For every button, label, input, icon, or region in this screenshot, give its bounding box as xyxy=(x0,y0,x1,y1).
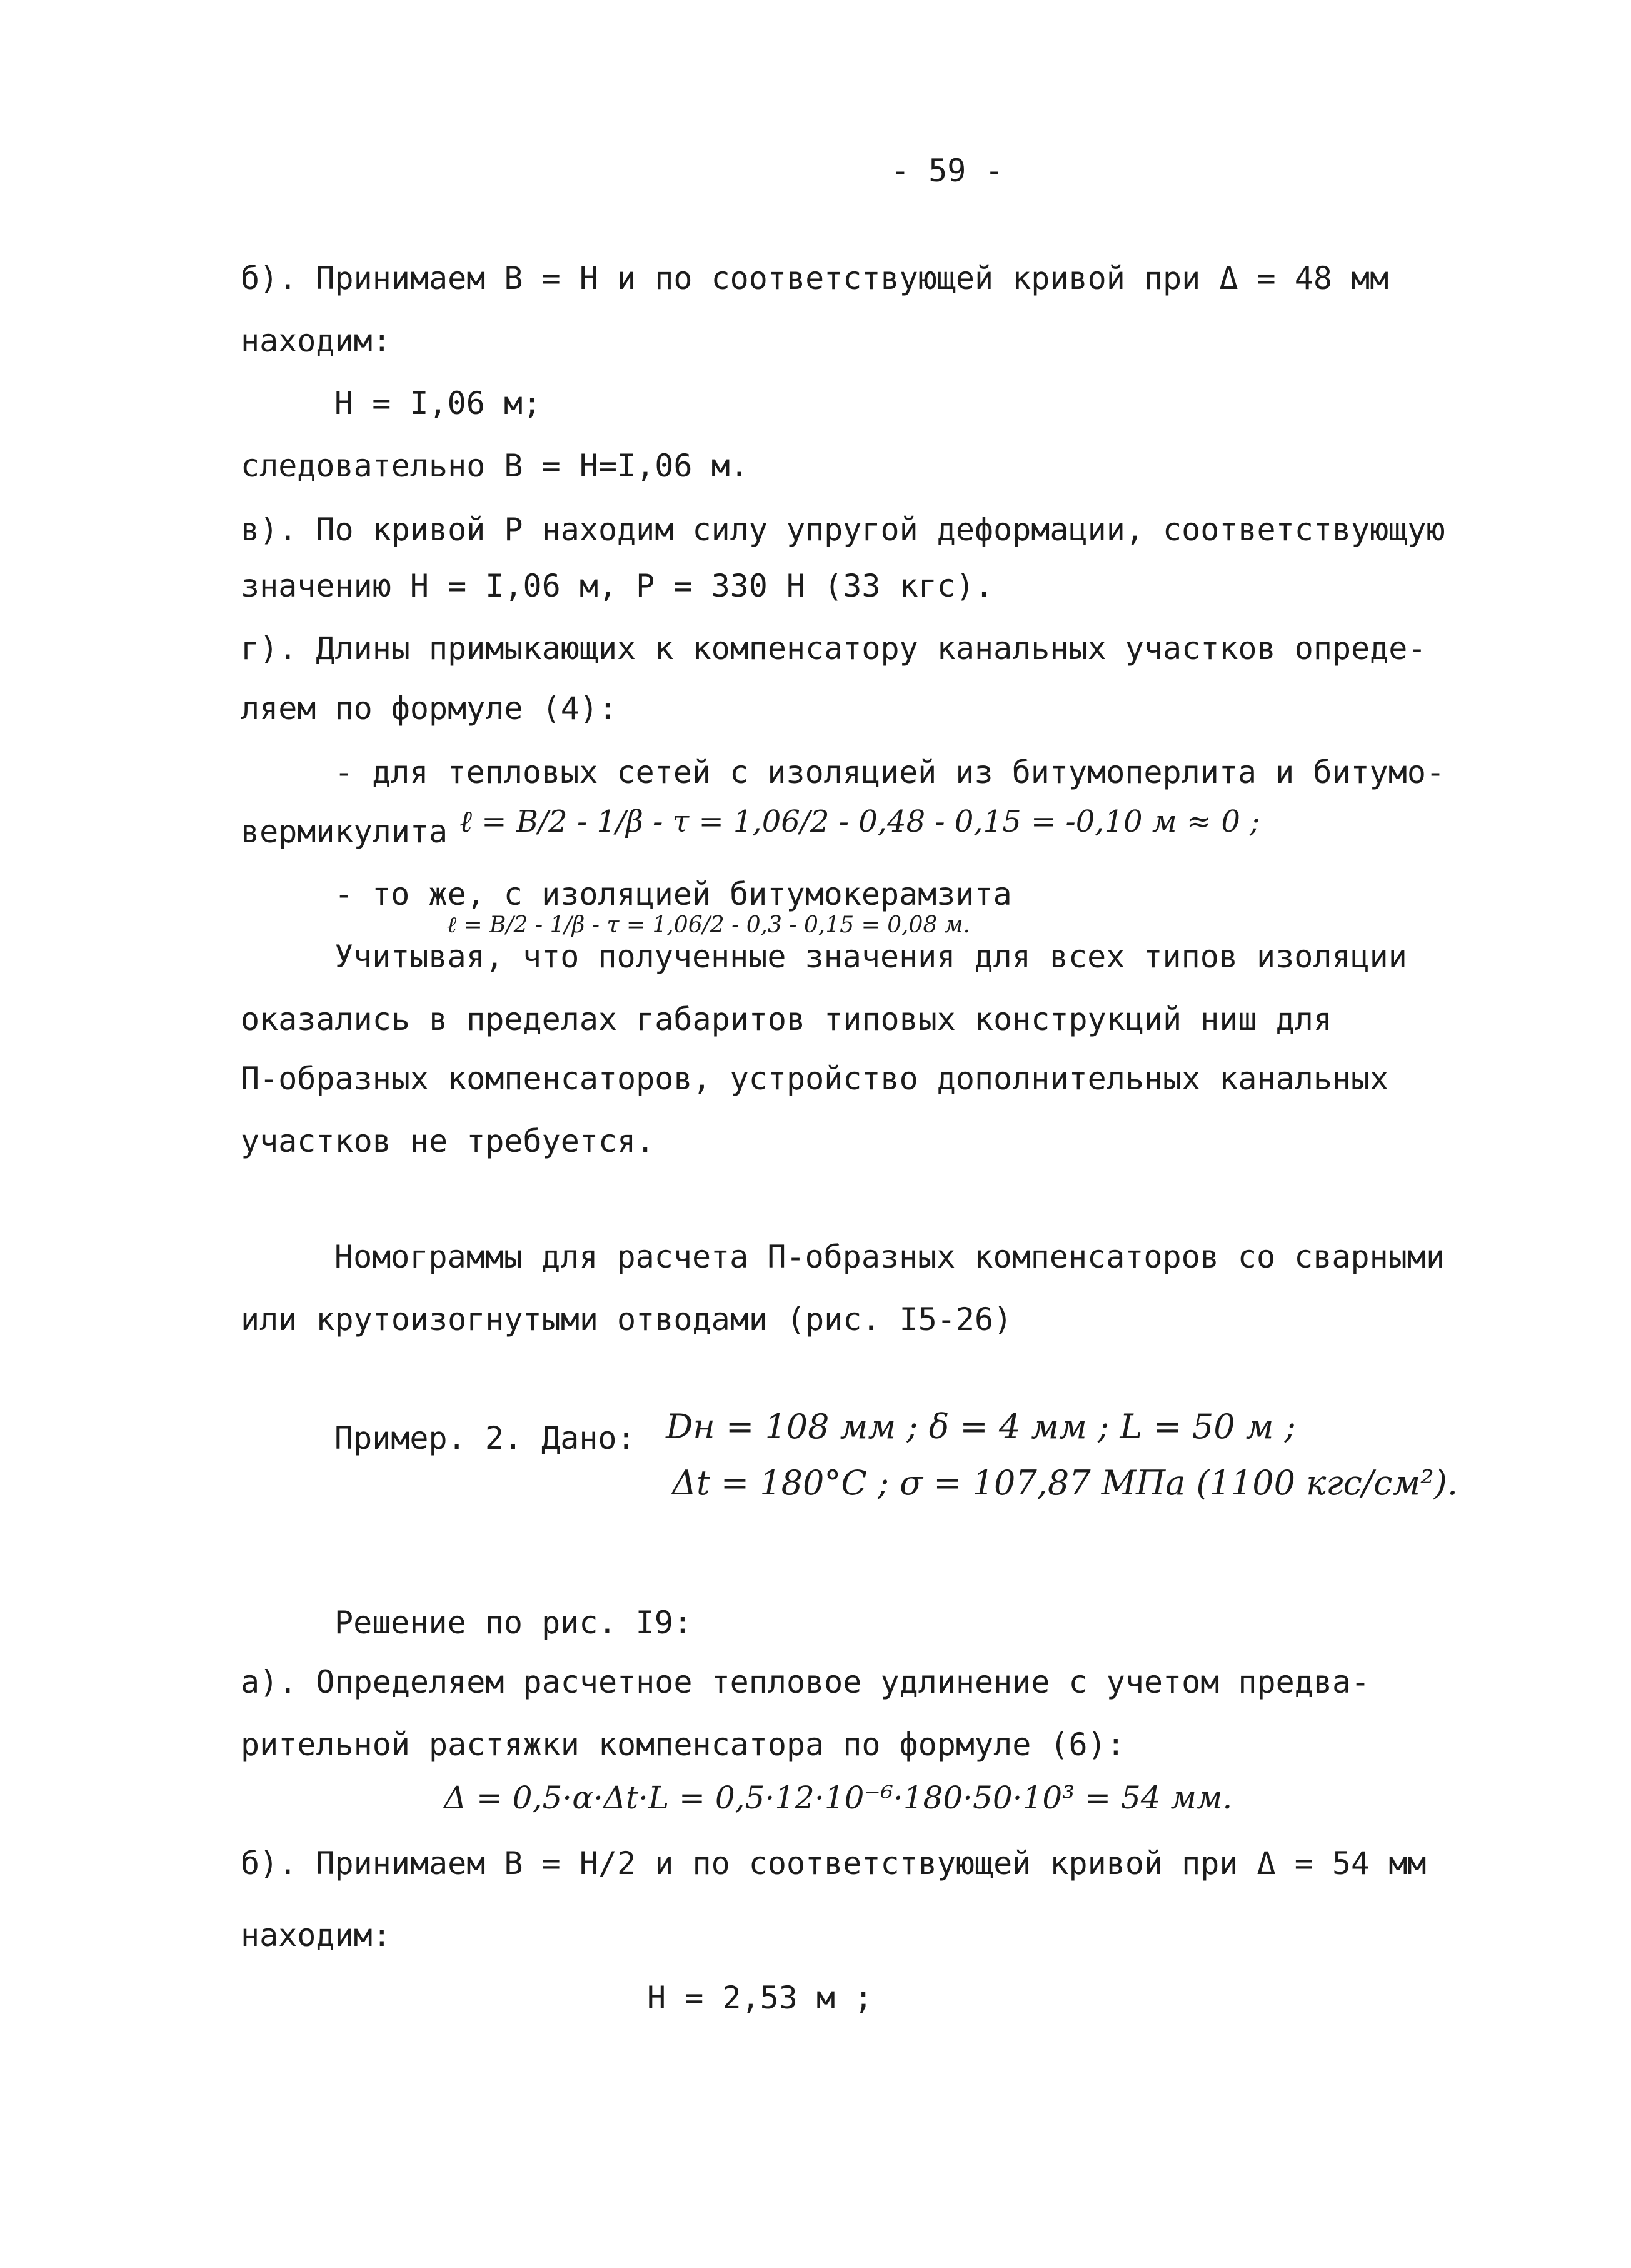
handwritten-given-data: Dн = 108 мм ; δ = 4 мм ; L = 50 м ; xyxy=(666,1407,1296,1446)
handwritten-formula: ℓ = В/2 - 1/β - τ = 1,06/2 - 0,3 - 0,15 = 0,08 м. xyxy=(447,912,971,938)
handwritten-given-data: Δt = 180°С ; σ = 107,87 МПа (1100 кгс/см²). xyxy=(672,1463,1458,1503)
text-line: б). Принимаем В = Н и по соответствующей кривой при Δ = 48 мм xyxy=(241,260,1389,296)
text-line: в). По кривой Р находим силу упругой деформации, соответствующую xyxy=(241,512,1445,548)
text-line: П-образных компенсаторов, устройство дополнительных канальных xyxy=(241,1061,1389,1097)
text-line: Решение по рис. I9: xyxy=(334,1605,692,1641)
text-line: ляем по формуле (4): xyxy=(241,690,618,727)
text-line: Н = 2,53 м ; xyxy=(647,1980,873,2016)
text-line: Учитывая, что полученные значения для всех типов изоляции xyxy=(334,939,1407,975)
text-line: - то же, с изоляцией битумокерамзита xyxy=(334,876,1012,912)
text-line: значению Н = I,06 м, Р = 330 Н (33 кгс). xyxy=(241,568,994,604)
handwritten-formula: ℓ = В/2 - 1/β - τ = 1,06/2 - 0,48 - 0,15 = -0,10 м ≈ 0 ; xyxy=(459,804,1260,839)
text-line: или крутоизогнутыми отводами (рис. I5-26) xyxy=(241,1301,1013,1338)
text-line: следовательно В = Н=I,06 м. xyxy=(241,448,749,484)
page-number: - 59 - xyxy=(891,153,1004,189)
text-line: находим: xyxy=(241,1917,391,1953)
text-line: г). Длины примыкающих к компенсатору канальных участков опреде- xyxy=(241,630,1427,667)
text-line: Номограммы для расчета П-образных компенсаторов со сварными xyxy=(334,1239,1445,1275)
text-line: б). Принимаем В = Н/2 и по соответствующей кривой при Δ = 54 мм xyxy=(241,1845,1427,1882)
text-line: оказались в пределах габаритов типовых конструкций ниш для xyxy=(241,1001,1332,1037)
text-line: вермикулита xyxy=(241,814,448,850)
text-line: находим: xyxy=(241,323,391,359)
handwritten-formula: Δ = 0,5·α·Δt·L = 0,5·12·10⁻⁶·180·50·10³ = 54 мм. xyxy=(444,1780,1233,1816)
text-line: а). Определяем расчетное тепловое удлинение с учетом предва- xyxy=(241,1664,1370,1700)
example-label: Пример. 2. Дано: xyxy=(334,1420,636,1456)
text-line: рительной растяжки компенсатора по формуле (6): xyxy=(241,1726,1125,1763)
text-line: Н = I,06 м; xyxy=(334,385,542,421)
text-line: участков не требуется. xyxy=(241,1123,655,1159)
text-line: - для тепловых сетей с изоляцией из битумоперлита и битумо- xyxy=(334,754,1445,790)
